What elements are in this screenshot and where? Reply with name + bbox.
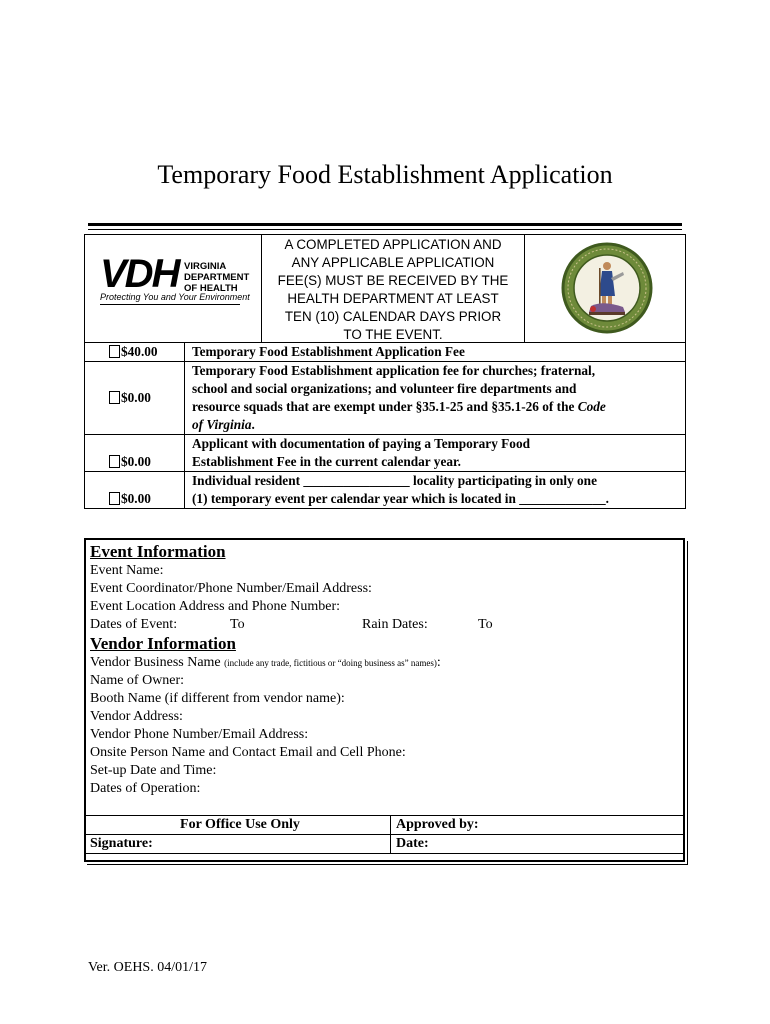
fee-table bbox=[84, 342, 686, 509]
fee-amount: $40.00 bbox=[121, 344, 158, 359]
office-use-table bbox=[84, 815, 685, 854]
rain-dates-field[interactable]: Rain Dates: bbox=[362, 617, 428, 632]
vendor-phone-email-field[interactable]: Vendor Phone Number/Email Address: bbox=[90, 727, 309, 742]
fee-checkbox[interactable] bbox=[109, 455, 120, 468]
vdh-tagline: Protecting You and Your Environment bbox=[100, 292, 250, 302]
fee-checkbox[interactable] bbox=[109, 345, 120, 358]
vdh-org-name bbox=[184, 261, 249, 294]
fee-description bbox=[185, 343, 686, 362]
notice-line: TEN (10) CALENDAR DAYS PRIOR bbox=[284, 309, 502, 324]
fee-description-line: Applicant with documentation of paying a Temporary Food bbox=[192, 436, 530, 451]
notice-line: TO THE EVENT. bbox=[343, 327, 443, 342]
event-info-heading: Event Information bbox=[90, 542, 226, 561]
fee-description-line: school and social organizations; and volunteer fire departments and bbox=[192, 381, 577, 396]
event-dates-field[interactable]: Dates of Event: bbox=[90, 617, 178, 632]
fee-description-line: resource squads that are exempt under §35.1-25 and §35.1-26 of the Code bbox=[192, 399, 606, 414]
fee-amount-cell bbox=[85, 435, 185, 472]
notice-line: A COMPLETED APPLICATION AND bbox=[284, 237, 502, 252]
fee-description-line: Individual resident ________________ locality participating in only one bbox=[192, 473, 597, 488]
notice-line: FEE(S) MUST BE RECEIVED BY THE bbox=[277, 273, 509, 288]
page-title: Temporary Food Establishment Application bbox=[157, 160, 613, 189]
event-coordinator-field[interactable]: Event Coordinator/Phone Number/Email Address: bbox=[90, 581, 372, 596]
event-dates-to-label: To bbox=[230, 617, 245, 632]
fee-amount-cell bbox=[85, 362, 185, 435]
fee-checkbox[interactable] bbox=[109, 492, 120, 505]
office-date-field[interactable]: Date: bbox=[391, 835, 685, 854]
fee-description-line: (1) temporary event per calendar year which is located in _____________. bbox=[192, 491, 609, 506]
fee-description bbox=[185, 435, 686, 472]
onsite-contact-field[interactable]: Onsite Person Name and Contact Email and Cell Phone: bbox=[90, 745, 406, 760]
fee-row bbox=[85, 343, 686, 362]
fee-description-line: of Virginia. bbox=[192, 417, 255, 432]
fee-description-line: Temporary Food Establishment application fee for churches; fraternal, bbox=[192, 363, 596, 378]
submission-notice bbox=[262, 236, 524, 344]
setup-date-field[interactable]: Set-up Date and Time: bbox=[90, 763, 217, 778]
fee-description bbox=[185, 362, 686, 435]
version-footer: Ver. OEHS. 04/01/17 bbox=[88, 960, 207, 975]
fee-description-line: Temporary Food Establishment Application Fee bbox=[192, 344, 465, 359]
fee-row bbox=[85, 472, 686, 509]
fee-amount: $0.00 bbox=[121, 491, 151, 506]
title-rule-thin bbox=[88, 229, 682, 230]
fee-amount-cell bbox=[85, 472, 185, 509]
vendor-info-heading: Vendor Information bbox=[90, 634, 236, 653]
title-rule-thick bbox=[88, 223, 682, 226]
fee-amount-cell bbox=[85, 343, 185, 362]
event-name-field[interactable]: Event Name: bbox=[90, 563, 164, 578]
virginia-seal-icon bbox=[553, 234, 661, 342]
notice-line: ANY APPLICABLE APPLICATION bbox=[291, 255, 495, 270]
vendor-address-field[interactable]: Vendor Address: bbox=[90, 709, 183, 724]
vdh-org-line: OF HEALTH bbox=[184, 283, 238, 294]
fee-row bbox=[85, 362, 686, 435]
vdh-org-line: DEPARTMENT bbox=[184, 272, 250, 283]
header-divider-right bbox=[524, 234, 525, 342]
vendor-business-name-field[interactable]: Vendor Business Name (include any trade, fictitious or “doing business as” names): bbox=[90, 655, 441, 670]
fee-amount: $0.00 bbox=[121, 454, 151, 469]
operation-dates-field[interactable]: Dates of Operation: bbox=[90, 781, 201, 796]
event-location-field[interactable]: Event Location Address and Phone Number: bbox=[90, 599, 341, 614]
owner-name-field[interactable]: Name of Owner: bbox=[90, 673, 185, 688]
booth-name-field[interactable]: Booth Name (if different from vendor name): bbox=[90, 691, 345, 706]
vdh-logo: VDH bbox=[100, 252, 179, 296]
vdh-org-line: VIRGINIA bbox=[184, 261, 227, 272]
code-italic: Code bbox=[577, 399, 606, 414]
notice-line: HEALTH DEPARTMENT AT LEAST bbox=[287, 291, 499, 306]
business-name-note: (include any trade, fictitious or “doing business as” names) bbox=[224, 658, 437, 668]
rain-dates-to-label: To bbox=[478, 617, 493, 632]
office-use-heading: For Office Use Only bbox=[85, 816, 391, 835]
fee-checkbox[interactable] bbox=[109, 391, 120, 404]
signature-field[interactable]: Signature: bbox=[85, 835, 391, 854]
fee-description bbox=[185, 472, 686, 509]
fee-row bbox=[85, 435, 686, 472]
fee-description-line: Establishment Fee in the current calendar year. bbox=[192, 454, 461, 469]
vdh-logo-underline bbox=[100, 304, 240, 305]
approved-by-field[interactable]: Approved by: bbox=[391, 816, 685, 835]
fee-amount: $0.00 bbox=[121, 390, 151, 405]
